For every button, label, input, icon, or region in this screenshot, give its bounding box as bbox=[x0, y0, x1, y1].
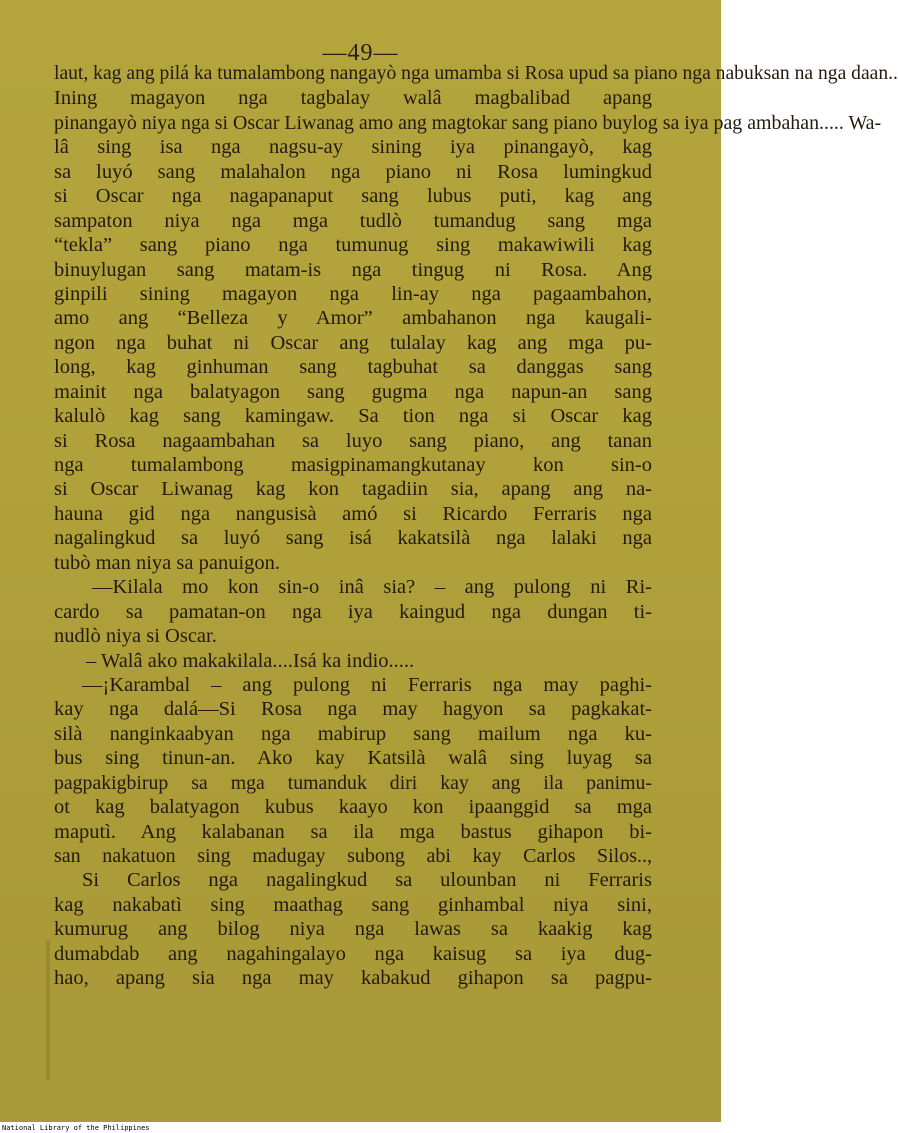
page-margin-shadow bbox=[46, 940, 50, 1080]
text-line: “tekla” sang piano nga tumunug sing makawiwili kag bbox=[54, 234, 652, 257]
text-line: lâ sing isa nga nagsu-ay sining iya pinangayò, kag bbox=[54, 136, 652, 159]
text-line: si Rosa nagaambahan sa luyo sang piano, ang tanan bbox=[54, 429, 652, 452]
text-line: kag nakabatì sing maathag sang ginhambal niya sini, bbox=[54, 893, 652, 916]
text-line: silà nanginkaabyan nga mabirup sang mailum nga ku- bbox=[54, 722, 652, 745]
text-line: san nakatuon sing madugay subong abi kay Carlos Silos.., bbox=[54, 845, 652, 867]
text-line: sa luyó sang malahalon nga piano ni Rosa lumingkud bbox=[54, 160, 652, 183]
page-number: —49— bbox=[322, 40, 399, 66]
text-line: laut, kag ang pilá ka tumalambong nangayò nga umamba si Rosa upud sa piano nga nabuksan na nga daan.. bbox=[54, 63, 898, 84]
text-line: si Oscar nga nagapanaput sang lubus puti, kag ang bbox=[54, 185, 652, 208]
text-line: kumurug ang bilog niya nga lawas sa kaakig kag bbox=[54, 918, 652, 941]
text-line: cardo sa pamatan-on nga iya kaingud nga dungan ti- bbox=[54, 600, 652, 623]
text-line: nudlò niya si Oscar. bbox=[54, 625, 217, 648]
text-line: amo ang “Belleza y Amor” ambahanon nga kaugali- bbox=[54, 307, 652, 330]
text-line: hao, apang sia nga may kabakud gihapon sa pagpu- bbox=[54, 967, 652, 990]
text-line: kalulò kag sang kamingaw. Sa tion nga si Oscar kag bbox=[54, 405, 652, 428]
text-line: maputì. Ang kalabanan sa ila mga bastus gihapon bi- bbox=[54, 820, 652, 843]
text-line: ginpili sining magayon nga lin-ay nga pagaambahon, bbox=[54, 282, 652, 305]
text-line: Ining magayon nga tagbalay walâ magbalibad apang bbox=[54, 87, 652, 110]
dialogue-line: – Walâ ako makakilala....Isá ka indio..... bbox=[86, 649, 415, 672]
dialogue-line: —Kilala mo kon sin-o inâ sia? – ang pulong ni Ri- bbox=[92, 576, 652, 599]
text-line: ngon nga buhat ni Oscar ang tulalay kag ang mga pu- bbox=[54, 331, 652, 354]
library-credit: National Library of the Philippines bbox=[2, 1124, 150, 1132]
text-line: pinangayò niya nga si Oscar Liwanag amo ang magtokar sang piano buylog sa iya pag ambahan..... Wa- bbox=[54, 111, 882, 134]
text-line: pagpakigbirup sa mga tumanduk diri kay ang ila panimu- bbox=[54, 771, 652, 794]
text-line: kay nga dalá—Si Rosa nga may hagyon sa pagkakat- bbox=[54, 698, 652, 721]
text-line: sampaton niya nga mga tudlò tumandug sang mga bbox=[54, 209, 652, 232]
text-line: mainit nga balatyagon sang gugma nga napun-an sang bbox=[54, 380, 652, 403]
text-line: si Oscar Liwanag kag kon tagadiin sia, apang ang na- bbox=[54, 478, 652, 501]
dialogue-line: —¡Karambal – ang pulong ni Ferraris nga may paghi- bbox=[82, 673, 652, 696]
text-line: long, kag ginhuman sang tagbuhat sa danggas sang bbox=[54, 356, 652, 379]
text-line: dumabdab ang nagahingalayo nga kaisug sa iya dug- bbox=[54, 942, 652, 965]
text-line: binuylugan sang matam-is nga tingug ni Rosa. Ang bbox=[54, 258, 652, 281]
text-line: bus sing tinun-an. Ako kay Katsilà walâ sing luyag sa bbox=[54, 747, 652, 770]
text-line: Si Carlos nga nagalingkud sa ulounban ni Ferraris bbox=[82, 869, 652, 892]
text-line: nga tumalambong masigpinamangkutanay kon sin-o bbox=[54, 454, 652, 476]
text-line: tubò man niya sa panuigon. bbox=[54, 551, 281, 574]
text-line: hauna gid nga nangusisà amó si Ricardo Ferraris nga bbox=[54, 502, 652, 525]
body-text bbox=[54, 62, 898, 991]
text-line: nagalingkud sa luyó sang isá kakatsilà nga lalaki nga bbox=[54, 527, 652, 550]
text-line: ot kag balatyagon kubus kaayo kon ipaanggid sa mga bbox=[54, 796, 652, 819]
